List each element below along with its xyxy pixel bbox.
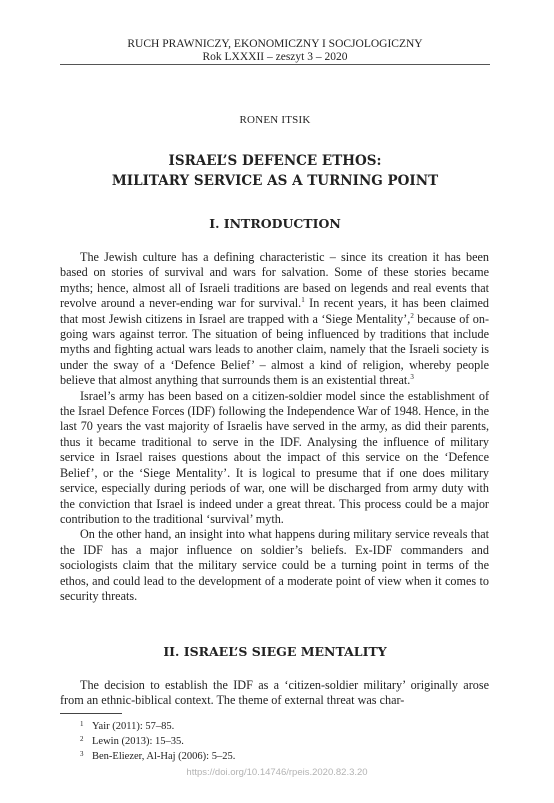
title-line-2: MILITARY SERVICE AS A TURNING POINT	[111, 173, 439, 189]
journal-header	[60, 38, 490, 64]
paragraph: The decision to establish the IDF as a ‘citizen-soldier military’ originally arose from an ethnic-biblical context. The theme of external threat was char-	[60, 678, 489, 708]
footnote-divider	[60, 713, 122, 714]
footnote-text: Yair (2011): 57–85.	[92, 721, 175, 732]
journal-name: RUCH PRAWNICZY, EKONOMICZNY I SOCJOLOGICZNY	[127, 38, 423, 50]
header-divider	[60, 64, 490, 65]
section-siege-mentality-body	[60, 678, 489, 709]
paragraph-text: The Jewish culture has a defining characteristic – since its creation it has been based on stories of survival and wars for salvation. Some of these stories became myths; hence, almost all of Israeli traditions are based on legends and real events that revolve around a never-ending war for survival.	[60, 250, 489, 311]
doi-link[interactable]: https://doi.org/10.14746/rpeis.2020.82.3.20	[186, 767, 368, 778]
footnote-number: 3	[80, 750, 84, 758]
footnote-text: Ben-Eliezer, Al-Haj (2006): 5–25.	[92, 751, 236, 762]
paragraph: On the other hand, an insight into what happens during military service reveals that the IDF has a major influence on soldier’s beliefs. Ex-IDF commanders and sociologists claim that the military service could be a turning point in terms of the ethos, and could lead to the development of a moderate point of view when it comes to security threats.	[60, 527, 489, 603]
footnote-text: Lewin (2013): 15–35.	[92, 736, 184, 747]
article-title	[60, 151, 490, 191]
paragraph-text: because of on-going wars against terror. The situation of being influenced by traditions that include myths and fighting actual wars leads to another claim, namely that the Israeli society is under the sway of a ‘Defence Belief’ – almost a kind of religion, whereby people believe that almost anything that surrounds them is an existential threat.	[60, 311, 489, 388]
title-line-1: ISRAEL’S DEFENCE ETHOS:	[168, 153, 382, 169]
footnote-ref[interactable]: 1	[301, 296, 305, 305]
section-heading-introduction: I. INTRODUCTION	[209, 216, 341, 231]
footnote-number: 1	[80, 720, 84, 728]
section-introduction-body	[60, 250, 489, 604]
paragraph-text: In recent years, it has been claimed that most Jewish citizens in Israel are trapped with a ‘Siege Mentality’,	[60, 296, 490, 326]
footnote-number: 2	[80, 735, 84, 743]
paragraph	[60, 250, 489, 389]
footnote	[80, 718, 235, 733]
footnote-ref[interactable]: 2	[410, 311, 414, 320]
paragraph: Israel’s army has been based on a citizen-soldier model since the establishment of the Israel Defence Forces (IDF) following the Independence War of 1948. Hence, in the last 70 years the vast majority of Israelis have served in the army, as did their parents, thus it became traditional to serve in the IDF. Analysing the influence of military service in Israel raises questions about the impact of this service on the ‘Defence Belief’, or the ‘Siege Mentality’. It is logical to presume that if one does military service, especially during periods of war, one will be discharged from army duty with the conviction that Israel is indeed under a great threat. This process could be a major contribution to the traditional ‘survival’ myth.	[60, 388, 489, 526]
section-heading-siege-mentality: II. ISRAEL’S SIEGE MENTALITY	[163, 644, 387, 659]
footnotes	[80, 718, 235, 763]
footnote	[80, 748, 235, 763]
footnote-ref[interactable]: 3	[410, 373, 414, 382]
journal-issue: Rok LXXXII – zeszyt 3 – 2020	[202, 51, 348, 63]
author-name: RONEN ITSIK	[239, 114, 311, 126]
footnote	[80, 733, 235, 748]
